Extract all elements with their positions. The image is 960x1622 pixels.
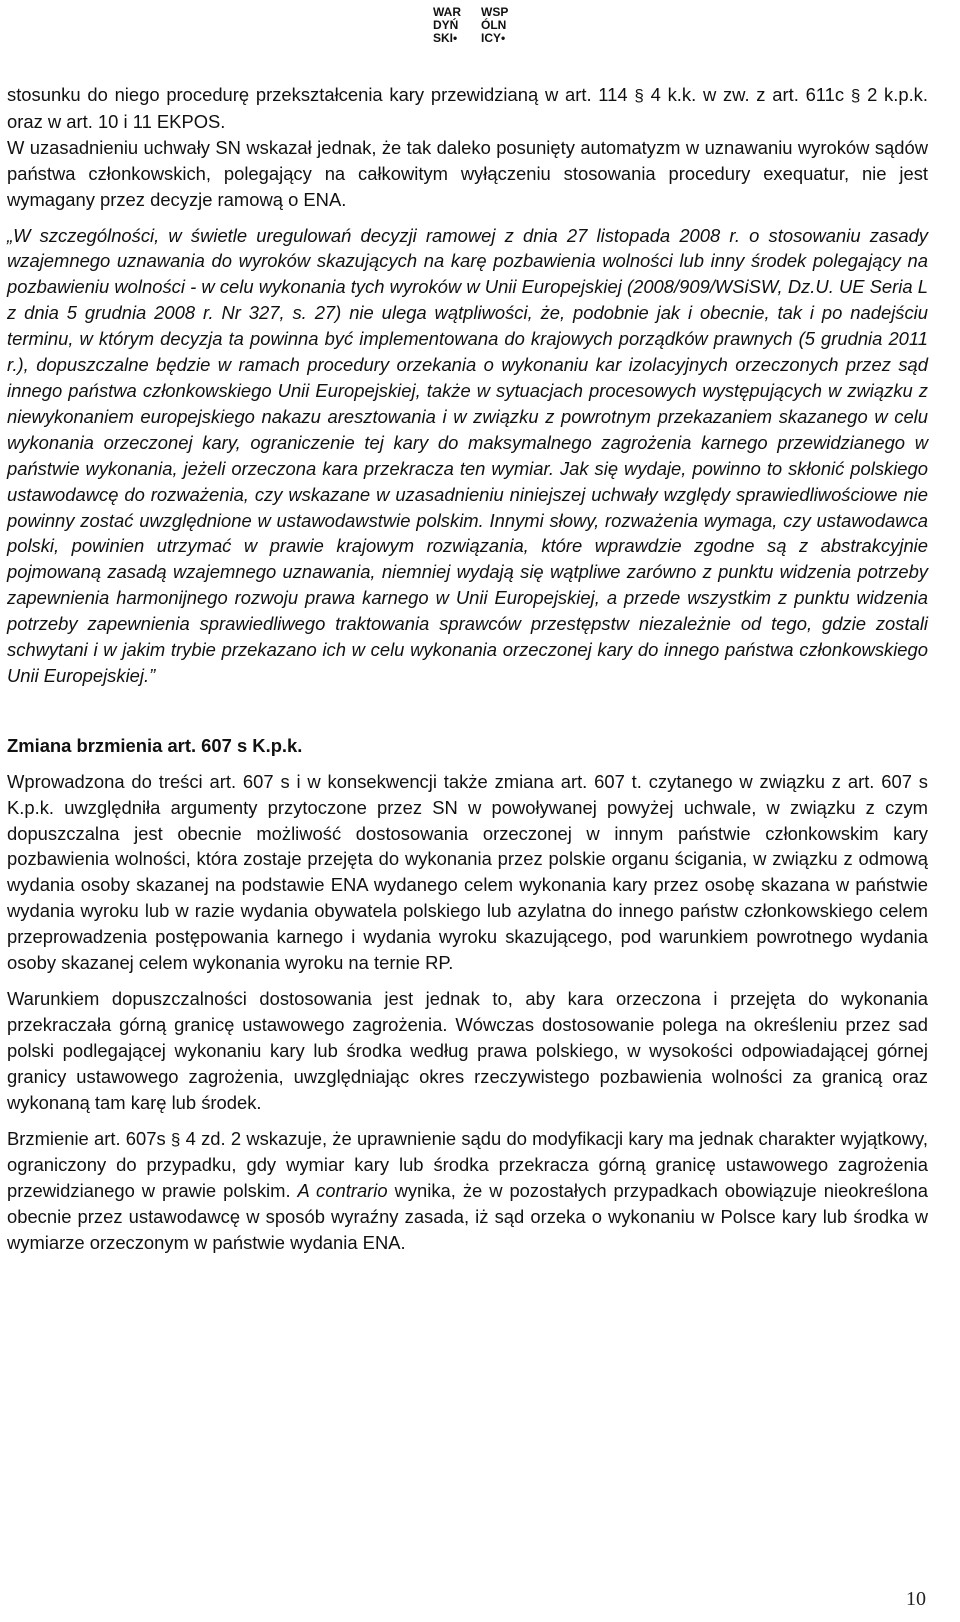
logo-line2-right: ÓLN: [481, 18, 507, 32]
section-sign: §: [170, 1129, 181, 1149]
logo-line1-left: WAR: [433, 5, 461, 19]
paragraph-1-text-b: 4 k.k. w zw. z art. 611c: [643, 84, 851, 105]
paragraph-5-text-c: wynika, że w pozostałych przypadkach obowiązuje nieokreślona obecnie przez ustawodawcę w sposób wyraźny zasada, iż sąd orzeka o wykonaniu w Polsce kary lub środka w wymiarze orzeczonym w państwie wydania ENA.: [7, 1180, 928, 1254]
section-heading: Zmiana brzmienia art. 607 s K.p.k.: [7, 734, 303, 756]
section-sign: §: [634, 86, 644, 105]
logo-line1-right: WSP: [481, 5, 509, 19]
paragraph-5-text-a: Brzmienie art. 607s: [7, 1127, 171, 1149]
quote-paragraph: „W szczególności, w świetle uregulowań decyzji ramowej z dnia 27 listopada 2008 r. o stosowaniu zasady wzajemnego uznawania do wyroków skazujących na karę pozbawienia wolności lub inny środek polegający na pozbawieniu wolności - w celu wykonania tych wyroków w Unii Europejskiej (2008/909/WSiSW, Dz.U. UE Seria L z dnia 5 grudnia 2008 r. Nr 327, s. 27) nie ulega wątpliwości, że, podobnie jak i obecnie, tak i po nadejściu terminu, w którym decyzja ta powinna być implementowana do krajowych porządków prawnych (5 grudnia 2011 r.), dopuszczalne będzie w ramach procedury orzekania o wykonaniu kar izolacyjnych orzeczonych przez sąd innego państwa członkowskiego Unii Europejskiej, także w sytuacjach procesowych występujących w związku z niewykonaniem europejskiego nakazu aresztowania i w związku z powrotnym przekazaniem skazanego w celu wykonania orzeczonej kary, ograniczenie tej kary do maksymalnego zagrożenia karnego przewidzianego w państwie wykonania, jeżeli orzeczona kara przekracza ten wymiar. Jak się wydaje, powinno to skłonić polskiego ustawodawcę do rozważenia, czy wskazane w uzasadnieniu niniejszej uchwały względy sprawiedliwościowe nie powinny zostać uwzględnione w ustawodawstwie polskim. Innymi słowy, rozważenia wymaga, czy ustawodawca polski, powinien utrzymać w prawie krajowym rozwiązania, które wprawdzie zgodne są z abstrakcyjnie pojmowaną zasadą wzajemnego uznawania, niemniej wydają się wątpliwe zarówno z punktu widzenia potrzeby zapewnienia harmonijnego rozwoju prawa karnego w Unii Europejskiej, a przede wszystkim z punktu widzenia potrzeby zapewnienia sprawiedliwego traktowania sprawców przestępstw niezależnie od tego, gdzie zostali schwytani i w jakim trybie przekazano ich w celu wykonania orzeczonej kary do innego państwa członkowskiego Unii Europejskiej.”: [7, 224, 928, 686]
logo: [432, 4, 528, 44]
a-contrario-phrase: A contrario: [297, 1180, 388, 1202]
paragraph-1-text-c: 2 k.p.k. oraz w art. 10 i 11 EKPOS.: [7, 84, 928, 132]
war-dyn-ski-logo-icon: [432, 4, 528, 44]
section-sign: §: [850, 86, 861, 105]
paragraph-3: Wprowadzona do treści art. 607 s i w konsekwencji także zmiana art. 607 t. czytanego w związku z art. 607 s K.p.k. uwzględniła argumenty przytoczone przez SN w powoływanej powyżej uchwale, w związku z czym dopuszczalna jest obecnie możliwość dostosowania orzeczonej w innym państwie członkowskim kary pozbawienia wolności, która zostaje przejęta do wykonania przez polskie organu ścigania, w związku z odmową wydania osoby skazanej na podstawie ENA wydanego celem wykonania kary przez osobę skazana w państwie wydania wyroku lub w razie wydania obywatela polskiego lub azylatna do innego państw członkowskiego celem przeprowadzenia postępowania karnego i wydania wyroku skazującego, pod warunkiem powrotnego wydania osoby skazanej celem wykonania wyroku na ternie RP.: [7, 770, 928, 974]
document-body: [7, 82, 928, 1256]
logo-line3-left: SKI•: [433, 31, 458, 44]
page-number: 10: [906, 1588, 926, 1610]
paragraph-2: W uzasadnieniu uchwały SN wskazał jednak, że tak daleko posunięty automatyzm w uznawaniu wyroków sądów państwa członkowskich, polegający na całkowitym wyłączeniu stosowania procedury exequatur, nie jest wymagany przez decyzje ramową o ENA.: [7, 136, 928, 210]
paragraph-1: [7, 82, 928, 135]
paragraph-1-text-a: stosunku do niego procedurę przekształcenia kary przewidzianą w art. 114: [7, 84, 635, 105]
logo-line2-left: DYŃ: [433, 18, 459, 32]
paragraph-4: Warunkiem dopuszczalności dostosowania jest jednak to, aby kara orzeczona i przejęta do wykonania przekraczała górną granicę ustawowego zagrożenia. Wówczas dostosowanie polega na określeniu przez sad polski podlegającej wykonaniu kary lub środka według prawa polskiego, w wysokości odpowiadającej górnej granicy ustawowego zagrożenia, uwzględniając okres rzeczywistego pozbawienia wolności za granicą oraz wykonaną tam karę lub środek.: [7, 988, 928, 1113]
paragraph-5-text-b: 4 zd. 2 wskazuje, że uprawnienie sądu do modyfikacji kary ma jednak charakter wyjątkowy, ograniczony do przypadku, gdy wymiar kary lub środka przekracza górną granicę ustawowego zagrożenia przewidzianego w prawie polskim.: [7, 1127, 928, 1202]
paragraph-5: [7, 1126, 928, 1257]
logo-line3-right: ICY•: [481, 31, 506, 44]
